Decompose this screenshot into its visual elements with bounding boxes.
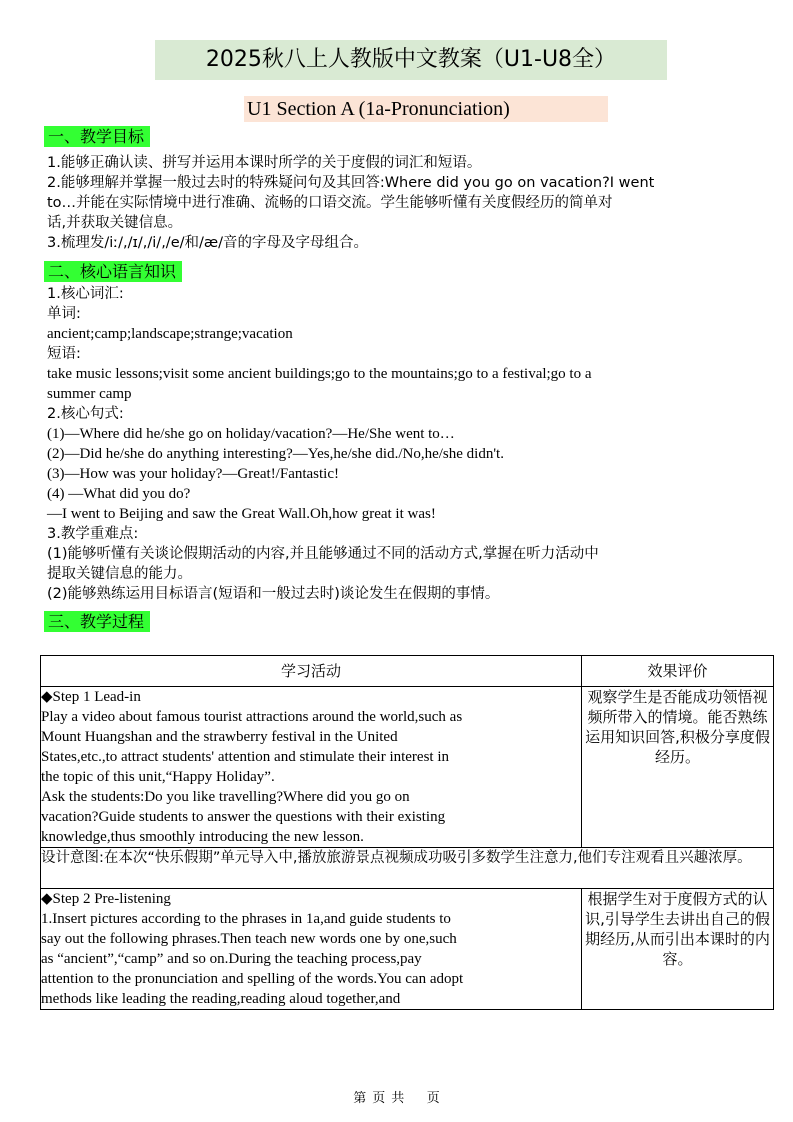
text-line: States,etc.,to attract students' attention and stimulate their interest in — [41, 749, 450, 765]
text-line: (4) —What did you do? — [47, 486, 191, 502]
footer-text: 页 — [426, 1091, 440, 1106]
footer-text: 页 — [372, 1091, 386, 1106]
text-line: Play a video about famous tourist attractions around the world,such as — [41, 709, 463, 725]
text-line: 2.核心句式: — [47, 406, 124, 422]
text-line: Ask the students:Do you like travelling?Where did you go on — [41, 789, 410, 805]
text-line: (2)—Did he/she do anything interesting?—Yes,he/she did./No,he/she didn't. — [47, 446, 504, 462]
text-line: the topic of this unit,“Happy Holiday”. — [41, 769, 275, 785]
step1-title: ◆Step 1 Lead-in — [41, 689, 141, 705]
table-header-row — [41, 656, 774, 687]
text-line: 1.核心词汇: — [47, 286, 124, 302]
text-line: summer camp — [47, 386, 132, 402]
text-line: 3.教学重难点: — [47, 526, 139, 542]
footer-text: 第 — [353, 1091, 367, 1106]
text-line: (2)能够熟练运用目标语言(短语和一般过去时)谈论发生在假期的事情。 — [47, 586, 500, 602]
text-line: Mount Huangshan and the strawberry festival in the United — [41, 729, 398, 745]
text-line: (3)—How was your holiday?—Great!/Fantastic! — [47, 466, 340, 482]
text-line: ancient;camp;landscape;strange;vacation — [47, 326, 293, 342]
page-footer — [0, 1087, 793, 1106]
text-line: say out the following phrases.Then teach new words one by one,such — [41, 931, 457, 947]
document-title: 2025秋八上人教版中文教案（U1-U8全） — [155, 40, 667, 80]
text-line: —I went to Beijing and saw the Great Wall.Oh,how great it was! — [47, 506, 436, 522]
text-line: take music lessons;visit some ancient buildings;go to the mountains;go to a festival;go to a — [47, 366, 592, 382]
text-line: 3.梳理发/iː/,/ɪ/,/i/,/e/和/æ/音的字母及字母组合。 — [47, 235, 369, 251]
text-line: 1.能够正确认读、拼写并运用本课时所学的关于度假的词汇和短语。 — [47, 155, 482, 171]
section-heading-objectives: 一、教学目标 — [44, 126, 150, 147]
unit-label: U1 Section A (1a-Pronunciation) — [244, 96, 608, 122]
text-line: knowledge,thus smoothly introducing the new lesson. — [41, 829, 364, 845]
objectives-text — [47, 153, 767, 253]
text-line: 提取关键信息的能力。 — [47, 566, 192, 582]
text-line: methods like leading the reading,reading aloud together,and — [41, 991, 401, 1007]
text-line: 单词: — [47, 306, 81, 322]
text-line: vacation?Guide students to answer the questions with their existing — [41, 809, 446, 825]
text-line: as “ancient”,“camp” and so on.During the teaching process,pay — [41, 951, 422, 967]
step2-activity-cell — [41, 889, 582, 1010]
core-language-text — [47, 284, 767, 604]
text-line: 短语: — [47, 346, 81, 362]
text-line: 2.能够理解并掌握一般过去时的特殊疑问句及其回答:Where did you go on vacation?I went — [47, 175, 655, 191]
step2-title: ◆Step 2 Pre-listening — [41, 891, 171, 907]
footer-text: 共 — [391, 1091, 405, 1106]
text-line: 话,并获取关键信息。 — [47, 215, 183, 231]
text-line: (1)能够听懂有关谈论假期活动的内容,并且能够通过不同的活动方式,掌握在听力活动中 — [47, 546, 599, 562]
table-row-step1 — [41, 687, 774, 848]
column-header-evaluation: 效果评价 — [582, 656, 774, 687]
table-row-step2 — [41, 889, 774, 1010]
step1-evaluation-cell: 观察学生是否能成功领悟视频所带入的情境。能否熟练运用知识回答,积极分享度假经历。 — [582, 687, 774, 848]
text-line: attention to the pronunciation and spelling of the words.You can adopt — [41, 971, 464, 987]
text-line: (1)—Where did he/she go on holiday/vacation?—He/She went to… — [47, 426, 455, 442]
teaching-process-table — [40, 655, 774, 1010]
design-intent-cell: 设计意图:在本次“快乐假期”单元导入中,播放旅游景点视频成功吸引多数学生注意力,他们专注观看且兴趣浓厚。 — [41, 848, 774, 889]
section-heading-process: 三、教学过程 — [44, 611, 150, 632]
step2-evaluation-cell: 根据学生对于度假方式的认识,引导学生去讲出自己的假期经历,从而引出本课时的内容。 — [582, 889, 774, 1010]
section-heading-core-language: 二、核心语言知识 — [44, 261, 182, 282]
text-line: 1.Insert pictures according to the phrases in 1a,and guide students to — [41, 911, 451, 927]
step1-activity-cell — [41, 687, 582, 848]
text-line: to…并能在实际情境中进行准确、流畅的口语交流。学生能够听懂有关度假经历的简单对 — [47, 195, 613, 211]
column-header-activity: 学习活动 — [41, 656, 582, 687]
table-row-design-intent — [41, 848, 774, 889]
